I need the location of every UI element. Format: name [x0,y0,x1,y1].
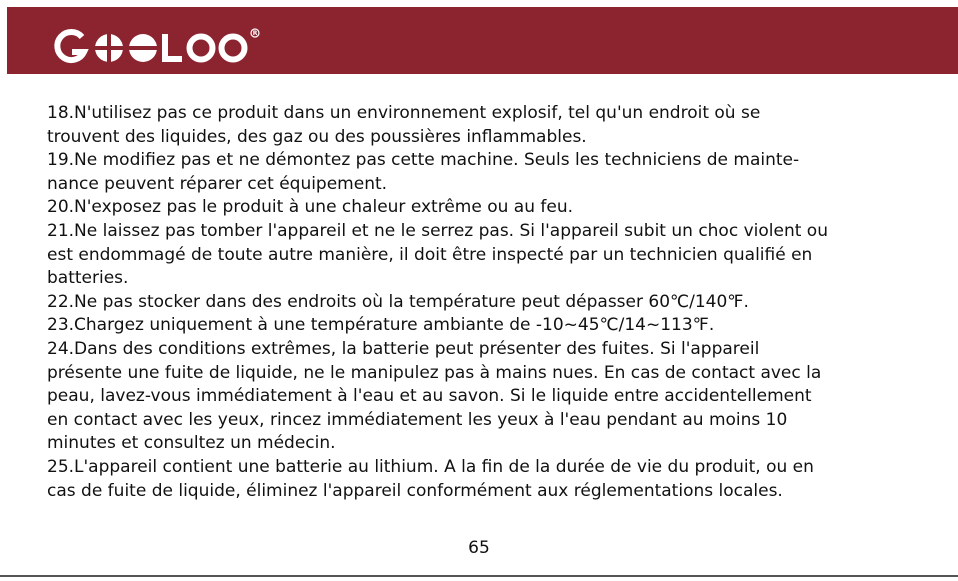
gooloo-logo-mark [52,28,262,68]
instruction-23 [47,314,887,338]
footer-divider [0,575,958,577]
safety-instructions [47,102,887,503]
instruction-line: est endommagé de toute autre manière, il doit être inspecté par un technicien qualifié en [47,244,813,265]
instruction-24 [47,338,887,456]
page-number: 65 [468,538,490,558]
instruction-25 [47,456,887,503]
instruction-line: en contact avec les yeux, rincez immédiatement les yeux à l'eau pendant au moins 10 [47,409,788,430]
instruction-20 [47,196,887,220]
instruction-line: nance peuvent réparer cet équipement. [47,173,388,194]
brand-header [7,7,958,74]
instruction-line: 18.N'utilisez pas ce produit dans un environnement explosif, tel qu'un endroit où se [47,103,761,123]
gooloo-logo [52,28,262,68]
instruction-line: 24.Dans des conditions extrêmes, la batterie peut présenter des fuites. Si l'appareil [47,338,760,359]
instruction-line: 20.N'exposez pas le produit à une chaleur extrême ou au feu. [47,197,574,218]
instruction-18 [47,102,887,149]
instruction-line: trouvent des liquides, des gaz ou des poussières inflammables. [47,126,587,147]
instruction-line: 19.Ne modifiez pas et ne démontez pas cette machine. Seuls les techniciens de mainte- [47,150,800,171]
instruction-line: minutes et consultez un médecin. [47,433,336,454]
svg-text:R: R [252,30,258,37]
instruction-21 [47,220,887,291]
instruction-22 [47,291,887,315]
instruction-line: 21.Ne laissez pas tomber l'appareil et ne le serrez pas. Si l'appareil subit un choc violent ou [47,220,828,241]
instruction-line: peau, lavez-vous immédiatement à l'eau et au savon. Si le liquide entre accidentellement [47,386,812,407]
instruction-line: cas de fuite de liquide, éliminez l'appareil conformément aux réglementations locales. [47,480,783,501]
instruction-19 [47,149,887,196]
instruction-line: 25.L'appareil contient une batterie au lithium. A la fin de la durée de vie du produit, ou en [47,456,814,477]
instruction-line: batteries. [47,268,129,289]
instruction-line: 23.Chargez uniquement à une température ambiante de -10~45℃/14~113℉. [47,315,715,336]
instruction-line: présente une fuite de liquide, ne le manipulez pas à mains nues. En cas de contact avec la [47,362,822,383]
instruction-line: 22.Ne pas stocker dans des endroits où la température peut dépasser 60℃/140℉. [47,291,749,312]
